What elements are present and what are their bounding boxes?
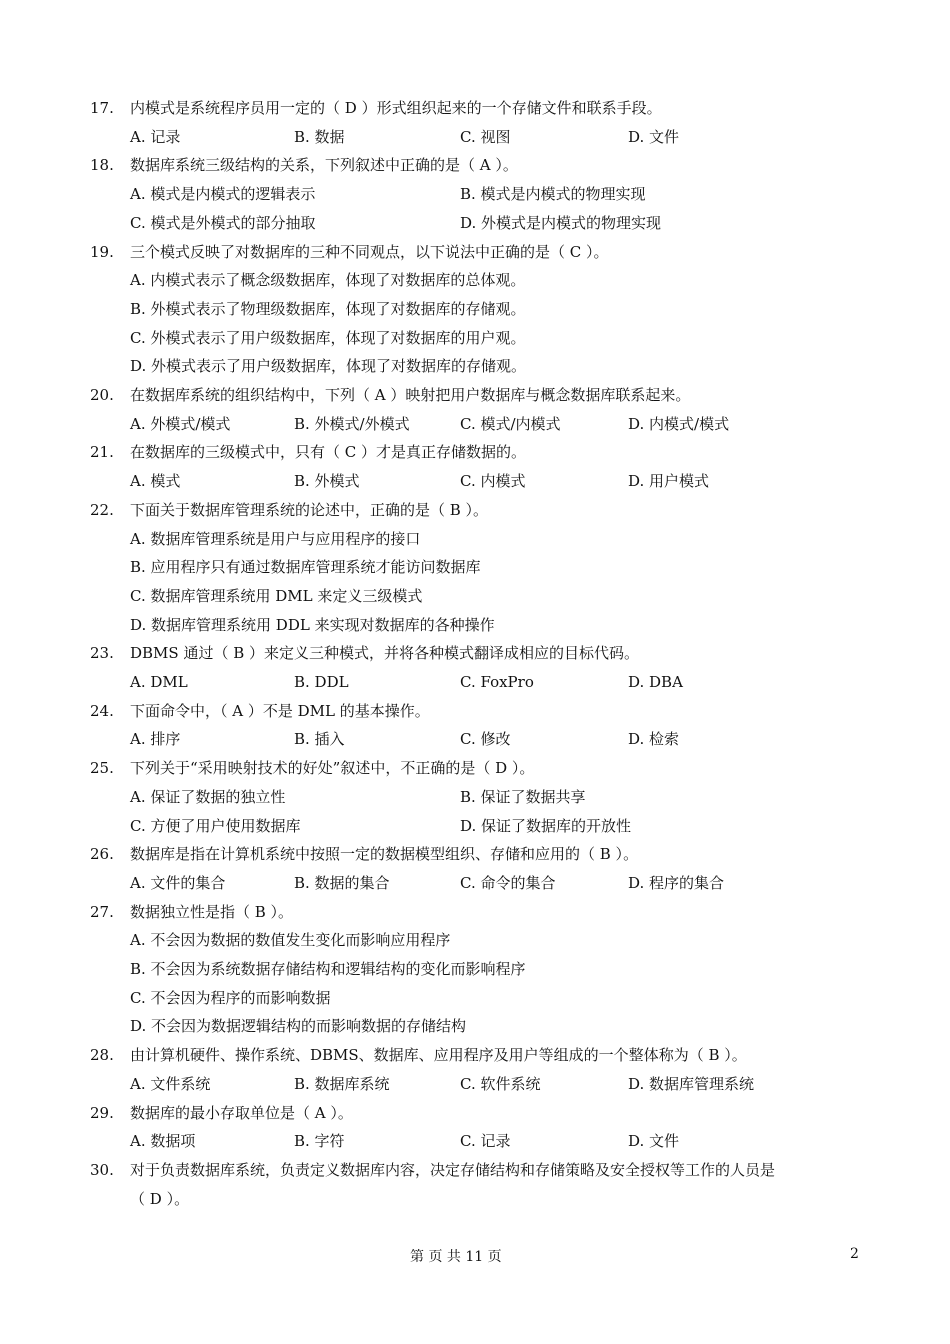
question-stem: 内模式是系统程序员用一定的（ D ）形式组织起来的一个存储文件和联系手段。 — [130, 99, 662, 117]
option: B. 应用程序只有通过数据库管理系统才能访问数据库 — [130, 558, 481, 576]
question-line — [0, 442, 950, 462]
question-stem: DBMS 通过（ B ）来定义三种模式，并将各种模式翻译成相应的目标代码。 — [130, 644, 640, 662]
option: C. 视图 — [460, 128, 511, 146]
option: D. 用户模式 — [628, 472, 710, 490]
question-line — [0, 500, 950, 520]
question-number: 23. — [90, 644, 114, 662]
option: D. 数据库管理系统 — [628, 1075, 755, 1093]
option: B. DDL — [294, 673, 349, 691]
option: A. 外模式/模式 — [130, 415, 231, 433]
question-stem: 数据独立性是指（ B ）。 — [130, 903, 294, 921]
question-number: 21. — [90, 443, 114, 461]
option: B. 外模式/外模式 — [294, 415, 410, 433]
question-line — [0, 701, 950, 721]
question-stem: 数据库是指在计算机系统中按照一定的数据模型组织、存储和应用的（ B ）。 — [130, 845, 639, 863]
question-line — [0, 98, 950, 118]
option: D. 程序的集合 — [628, 874, 725, 892]
question-line — [0, 155, 950, 175]
question-stem: 对于负责数据库系统，负责定义数据库内容，决定存储结构和存储策略及安全授权等工作的人员是 — [130, 1161, 776, 1179]
question-number: 29. — [90, 1104, 114, 1122]
question-stem: 数据库的最小存取单位是（ A ）。 — [130, 1104, 353, 1122]
option: B. 外模式 — [294, 472, 360, 490]
option: D. 数据库管理系统用 DDL 来实现对数据库的各种操作 — [130, 616, 495, 634]
option: C. 数据库管理系统用 DML 来定义三级模式 — [130, 587, 423, 605]
option: A. 保证了数据的独立性 — [130, 788, 286, 806]
question-stem: 下面命令中，（ A ）不是 DML 的基本操作。 — [130, 702, 430, 720]
footer-page-number: 2 — [850, 1246, 859, 1262]
question-number: 20. — [90, 386, 114, 404]
question-number: 22. — [90, 501, 114, 519]
question-stem: 在数据库的三级模式中，只有（ C ）才是真正存储数据的。 — [130, 443, 527, 461]
question-number: 18. — [90, 156, 114, 174]
option: C. FoxPro — [460, 673, 534, 691]
question-stem: 下列关于“采用映射技术的好处”叙述中，不正确的是（ D ）。 — [130, 759, 535, 777]
question-number: 17. — [90, 99, 114, 117]
option: D. 外模式表示了用户级数据库，体现了对数据库的存储观。 — [130, 357, 527, 375]
option: D. 保证了数据库的开放性 — [460, 817, 632, 835]
option: A. 记录 — [130, 128, 181, 146]
option: C. 方便了用户使用数据库 — [130, 817, 301, 835]
option: A. 数据库管理系统是用户与应用程序的接口 — [130, 530, 421, 548]
question-stem: 三个模式反映了对数据库的三种不同观点，以下说法中正确的是（ C ）。 — [130, 243, 609, 261]
option: D. 内模式/模式 — [628, 415, 730, 433]
question-line — [0, 844, 950, 864]
question-stem: 数据库系统三级结构的关系，下列叙述中正确的是（ A ）。 — [130, 156, 518, 174]
option: A. 内模式表示了概念级数据库，体现了对数据库的总体观。 — [130, 271, 526, 289]
option: C. 不会因为程序的而影响数据 — [130, 989, 331, 1007]
option: A. 模式是内模式的逻辑表示 — [130, 185, 316, 203]
option: A. 不会因为数据的数值发生变化而影响应用程序 — [130, 931, 451, 949]
option: C. 内模式 — [460, 472, 526, 490]
question-number: 27. — [90, 903, 114, 921]
option: A. 文件系统 — [130, 1075, 211, 1093]
option: D. 不会因为数据逻辑结构的而影响数据的存储结构 — [130, 1017, 467, 1035]
option: B. 数据的集合 — [294, 874, 390, 892]
question-number: 24. — [90, 702, 114, 720]
option: B. 插入 — [294, 730, 345, 748]
question-line — [0, 902, 950, 922]
option: D. DBA — [628, 673, 683, 691]
question-stem: 由计算机硬件、操作系统、DBMS、数据库、应用程序及用户等组成的一个整体称为（ B ）。 — [130, 1046, 747, 1064]
option: C. 命令的集合 — [460, 874, 556, 892]
question-line — [0, 1103, 950, 1123]
question-number: 25. — [90, 759, 114, 777]
question-stem: 在数据库系统的组织结构中，下列（ A ）映射把用户数据库与概念数据库联系起来。 — [130, 386, 691, 404]
option: B. 不会因为系统数据存储结构和逻辑结构的变化而影响程序 — [130, 960, 526, 978]
question-line — [0, 758, 950, 778]
question-line — [0, 242, 950, 262]
question-line — [0, 1160, 950, 1180]
question-line — [0, 1045, 950, 1065]
option: D. 检索 — [628, 730, 680, 748]
question-number: 28. — [90, 1046, 114, 1064]
option: B. 数据库系统 — [294, 1075, 390, 1093]
question-line — [0, 1189, 950, 1209]
question-stem: （ D ）。 — [130, 1190, 190, 1208]
option: D. 文件 — [628, 128, 680, 146]
option: A. 数据项 — [130, 1132, 196, 1150]
question-line — [0, 385, 950, 405]
option: B. 保证了数据共享 — [460, 788, 586, 806]
option: C. 软件系统 — [460, 1075, 541, 1093]
option: D. 外模式是内模式的物理实现 — [460, 214, 662, 232]
option: C. 修改 — [460, 730, 511, 748]
option: B. 数据 — [294, 128, 345, 146]
option: B. 模式是内模式的物理实现 — [460, 185, 646, 203]
question-number: 19. — [90, 243, 114, 261]
option: C. 模式是外模式的部分抽取 — [130, 214, 316, 232]
option: C. 模式/内模式 — [460, 415, 561, 433]
question-number: 26. — [90, 845, 114, 863]
option: B. 字符 — [294, 1132, 345, 1150]
option: D. 文件 — [628, 1132, 680, 1150]
question-number: 30. — [90, 1161, 114, 1179]
question-line — [0, 643, 950, 663]
option: A. 排序 — [130, 730, 181, 748]
footer-page-info: 第 页 共 11 页 — [410, 1249, 502, 1265]
question-stem: 下面关于数据库管理系统的论述中，正确的是（ B ）。 — [130, 501, 489, 519]
option: A. 模式 — [130, 472, 181, 490]
option: A. 文件的集合 — [130, 874, 226, 892]
option: A. DML — [130, 673, 188, 691]
option: C. 外模式表示了用户级数据库，体现了对数据库的用户观。 — [130, 329, 526, 347]
option: C. 记录 — [460, 1132, 511, 1150]
option: B. 外模式表示了物理级数据库，体现了对数据库的存储观。 — [130, 300, 526, 318]
